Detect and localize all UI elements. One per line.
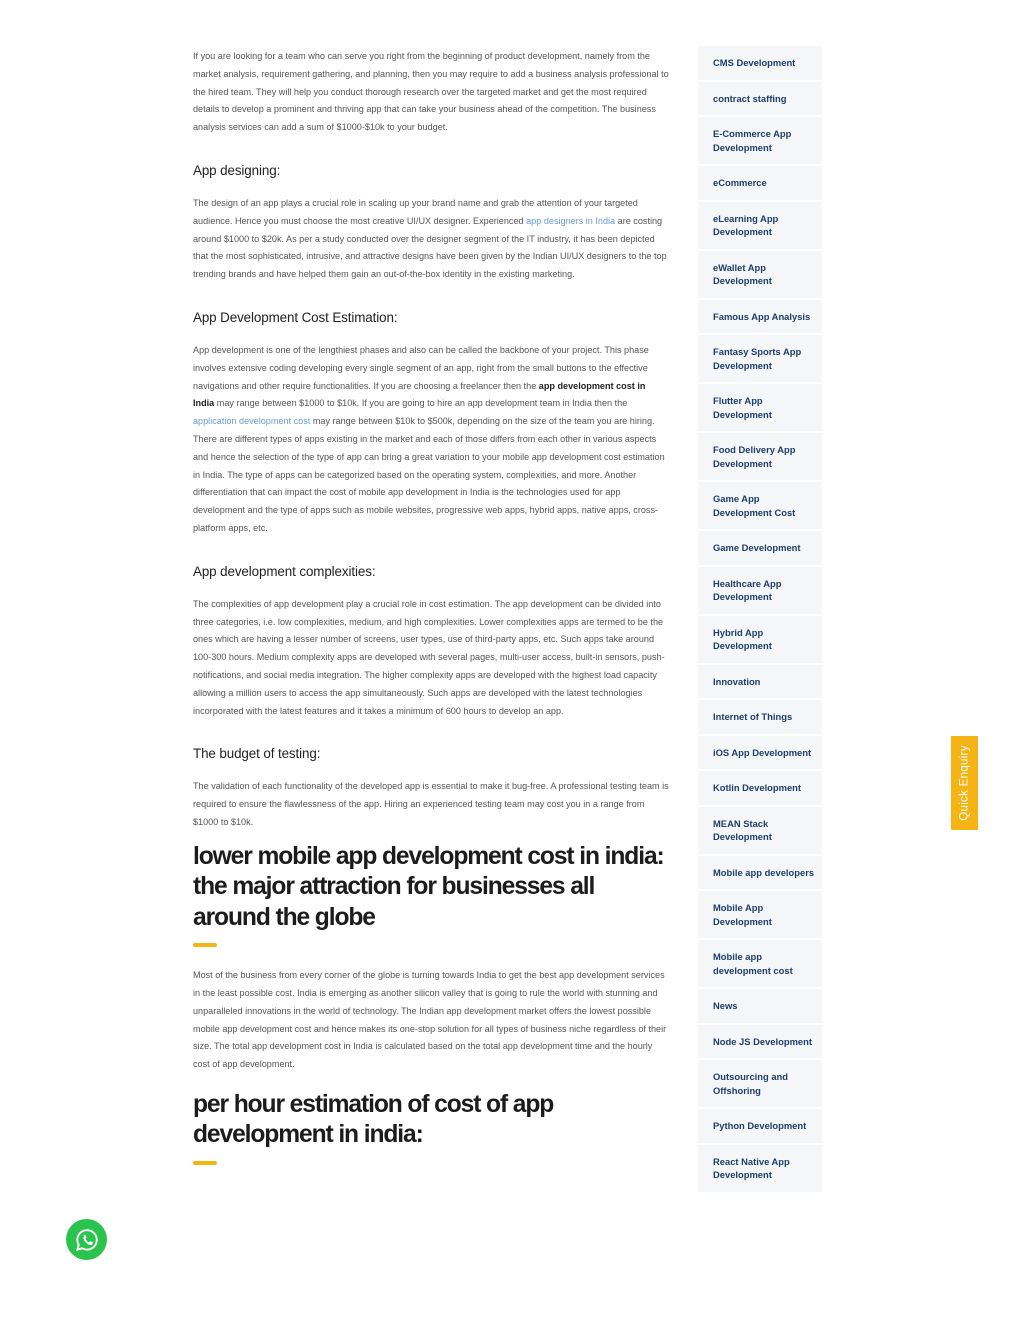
sidebar-item-label: Innovation <box>713 675 761 687</box>
sidebar-item-label: Kotlin Development <box>713 782 802 793</box>
estimation-text: App development is one of the lengthiest phases and also can be called the backbone of your project. This phase involves extensive coding developing every single segment of an app, right from the small buttons to the effective navigations and other require functionalities. If you are choosing a freelancer then the <box>193 344 649 391</box>
sidebar-item-label: Healthcare App Development <box>713 577 782 602</box>
sidebar-item[interactable] <box>698 335 822 384</box>
sidebar-item-label: Famous App Analysis <box>713 310 811 322</box>
article-content <box>193 48 669 1185</box>
sidebar-item[interactable] <box>698 384 822 433</box>
sidebar-item-label: eWallet App Development <box>713 261 772 286</box>
sidebar-item[interactable] <box>698 300 822 336</box>
section-heading-testing: The budget of testing: <box>193 746 321 762</box>
sidebar-item-label: Mobile app developers <box>713 866 815 878</box>
app-designers-link[interactable]: app designers in India <box>526 215 616 226</box>
quick-enquiry-label: Quick Enquiry <box>958 745 971 821</box>
estimation-text: may range between $10k to $500k, depending on the size of the team you are hiring. There are different types of apps existing in the market and each of those differs from each other in various aspects and hence the selection of the type of app can bring a great variation to your mobile app development cost estimation in India. The type of apps can be categorized based on the operating system, complexities, and more. Another differentiation that can impact the cost of mobile app development in India is the technologies used for app development and the type of apps such as mobile websites, progressive web apps, hybrid apps, native apps, cross-platform apps, etc. <box>193 416 665 533</box>
sidebar-item[interactable] <box>698 117 822 166</box>
sidebar-item[interactable] <box>698 531 822 567</box>
lower-cost-paragraph: Most of the business from every corner of the globe is turning towards India to get the best app development services in the least possible cost. India is emerging as another silicon valley that is going to rule the world with stunning and unparalleled innovations in the world of technology. The Indian app development market offers the lowest possible mobile app development cost and hence makes its one-stop solution for all types of business niche regardless of their size. The total app development cost in India is calculated based on the total app development time and the hourly cost of app development. <box>193 970 667 1070</box>
sidebar-item[interactable] <box>698 1145 822 1194</box>
estimation-text: may range between $1000 to $10k. If you are going to hire an app development team in India then the <box>214 398 628 409</box>
sidebar-item-label: CMS Development <box>713 57 796 68</box>
sidebar-item-label: contract staffing <box>713 92 787 104</box>
sidebar-item-label: Internet of Things <box>713 711 793 722</box>
section-heading-complexities: App development complexities: <box>193 563 376 579</box>
estimation-bold-text: app development cost in India <box>193 380 646 409</box>
sidebar-item-label: Hybrid App Development <box>713 626 772 651</box>
sidebar-item-label: eCommerce <box>713 177 767 188</box>
sidebar-item[interactable] <box>698 482 822 531</box>
sidebar-item[interactable] <box>698 46 822 82</box>
sidebar-item[interactable] <box>698 433 822 482</box>
sidebar-item[interactable] <box>698 251 822 300</box>
sidebar-item[interactable] <box>698 891 822 940</box>
sidebar-item-label: MEAN Stack Development <box>713 817 772 842</box>
sidebar-item[interactable] <box>698 82 822 118</box>
application-development-cost-link[interactable]: application development cost <box>193 416 311 427</box>
sidebar-item-label: Node JS Development <box>713 1035 812 1047</box>
sidebar-item[interactable] <box>698 856 822 892</box>
sidebar-item-label: Food Delivery App Development <box>713 444 796 469</box>
sidebar-item-label: eLearning App Development <box>713 212 779 237</box>
heading-underline <box>193 1161 217 1165</box>
sidebar-item[interactable] <box>698 1109 822 1145</box>
sidebar-item-label: E-Commerce App Development <box>713 128 792 153</box>
sidebar-item-label: Mobile App Development <box>713 902 772 927</box>
section-heading-cost-estimation: App Development Cost Estimation: <box>193 309 398 325</box>
sidebar-item[interactable] <box>698 166 822 202</box>
sidebar-item-label: Outsourcing and Offshoring <box>713 1071 788 1096</box>
designing-text: The design of an app plays a crucial role in scaling up your brand name and grab the attention of your targeted audience. Hence you must choose the most creative UI/UX designer. Experienced <box>193 197 638 226</box>
designing-paragraph <box>193 195 669 284</box>
whatsapp-button[interactable] <box>66 1219 107 1260</box>
sidebar-item[interactable] <box>698 202 822 251</box>
sidebar-item-label: Python Development <box>713 1120 807 1131</box>
complexities-paragraph: The complexities of app development play a crucial role in cost estimation. The app development can be divided into three categories, i.e. low complexities, medium, and high complexities. Lower complexities apps are termed to be the ones which are having a lesser number of screens, user types, use of third-party apps, etc. Such apps take around 100-300 hours. Medium complexity apps are developed with several pages, multi-user access, built-in sensors, push-notifications, and social media integration. The higher complexity apps are developed with the highest load capacity allowing a million users to access the app simultaneously. Such apps are developed with the latest technologies incorporated with the latest features and it takes a minimum of 600 hours to develop an app. <box>193 598 665 716</box>
sidebar-item[interactable] <box>698 567 822 616</box>
designing-text: are costing around $1000 to $20k. As per a study conducted over the designer segment of the IT industry, it has been depicted that the most sophisticated, intrusive, and attractive designs have been given by the Indian UI/UX designers to the top trending brands and have helped them gain an out-of-the-box identity in the existing marketing. <box>193 215 667 280</box>
sidebar-item-label: News <box>713 1000 738 1011</box>
sidebar-item[interactable] <box>698 771 822 807</box>
intro-paragraph: If you are looking for a team who can serve you right from the beginning of product development, namely from the market analysis, requirement gathering, and planning, then you may require to add a business analysis professional to the hired team. They will help you conduct thorough research over the targeted market and get the most required details to develop a prominent and thriving app that can take your business ahead of the competition. The business analysis services can add a sum of $1000-$10k to your budget. <box>193 51 669 133</box>
sidebar-item-label: Mobile app development cost <box>713 951 793 976</box>
heading-lower-cost: lower mobile app development cost in india: the major attraction for businesses all around the globe <box>193 842 664 931</box>
heading-per-hour: per hour estimation of cost of app development in india: <box>193 1090 554 1149</box>
sidebar-item-label: React Native App Development <box>713 1155 790 1180</box>
sidebar-item[interactable] <box>698 616 822 665</box>
category-sidebar <box>698 46 822 1194</box>
sidebar-item[interactable] <box>698 989 822 1025</box>
quick-enquiry-button[interactable] <box>951 736 978 830</box>
sidebar-item[interactable] <box>698 1025 822 1061</box>
testing-paragraph: The validation of each functionality of the developed app is essential to make it bug-free. A professional testing team is required to ensure the flawlessness of the app. Hiring an experienced testing team may cost you in a range from $1000 to $10k. <box>193 781 669 827</box>
section-heading-app-designing: App designing: <box>193 162 281 178</box>
sidebar-item-label: Flutter App Development <box>713 395 772 420</box>
sidebar-item-label: Fantasy Sports App Development <box>713 346 802 371</box>
sidebar-item[interactable] <box>698 940 822 989</box>
sidebar-item[interactable] <box>698 700 822 736</box>
sidebar-item-label: Game Development <box>713 542 801 553</box>
sidebar-item[interactable] <box>698 1060 822 1109</box>
sidebar-item[interactable] <box>698 807 822 856</box>
sidebar-item[interactable] <box>698 665 822 701</box>
sidebar-item-label: Game App Development Cost <box>713 493 796 518</box>
sidebar-item[interactable] <box>698 736 822 772</box>
whatsapp-icon <box>75 1228 99 1252</box>
estimation-paragraph <box>193 342 669 538</box>
sidebar-item-label: iOS App Development <box>713 746 812 758</box>
heading-underline <box>193 943 217 947</box>
